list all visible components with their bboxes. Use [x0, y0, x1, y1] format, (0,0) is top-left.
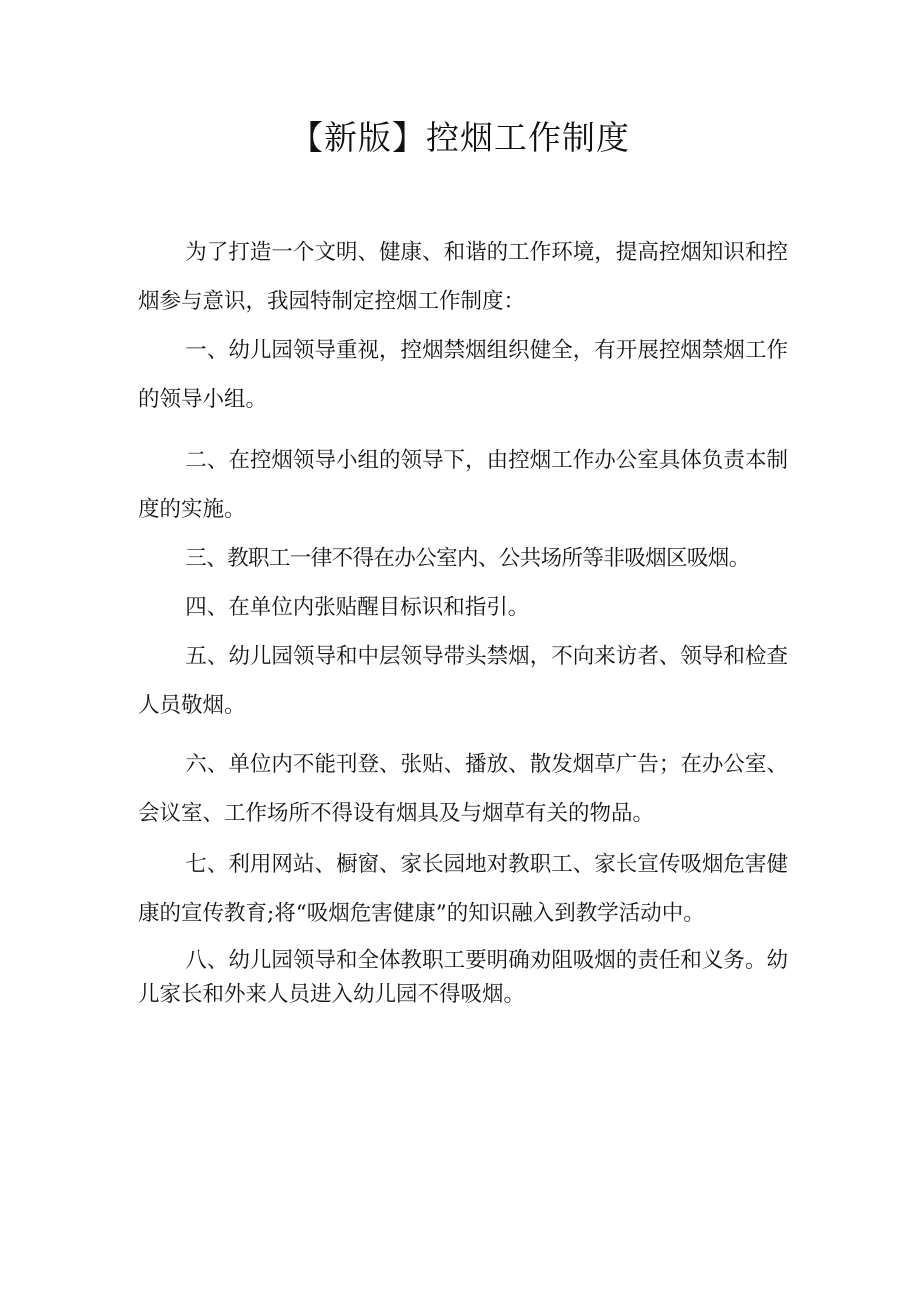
paragraph-item-6: 六、单位内不能刊登、张贴、播放、散发烟草广告；在办公室、会议室、工作场所不得设有烟具及与烟草有关的物品。 [138, 752, 788, 826]
paragraph-item-7: 七、利用网站、橱窗、家长园地对教职工、家长宣传吸烟危害健康的宣传教育;将“吸烟危害健康”的知识融入到教学活动中。 [138, 852, 788, 926]
paragraph-item-3: 三、教职工一律不得在办公室内、公共场所等非吸烟区吸烟。 [185, 546, 750, 571]
paragraph-item-2: 二、在控烟领导小组的领导下，由控烟工作办公室具体负责本制度的实施。 [138, 448, 788, 522]
paragraph-item-4: 四、在单位内张贴醒目标识和指引。 [185, 595, 530, 620]
paragraph-item-1: 一、幼儿园领导重视，控烟禁烟组织健全，有开展控烟禁烟工作的领导小组。 [138, 338, 788, 412]
paragraph-intro: 为了打造一个文明、健康、和谐的工作环境，提高控烟知识和控烟参与意识，我园特制定控烟工作制度： [138, 240, 788, 314]
paragraph-item-5: 五、幼儿园领导和中层领导带头禁烟，不向来访者、领导和检查人员敬烟。 [138, 644, 788, 718]
document-title: 【新版】控烟工作制度 [290, 118, 630, 157]
paragraph-item-8: 八、幼儿园领导和全体教职工要明确劝阻吸烟的责任和义务。幼儿家长和外来人员进入幼儿园不得吸烟。 [138, 948, 788, 1007]
document-body [138, 228, 788, 1012]
